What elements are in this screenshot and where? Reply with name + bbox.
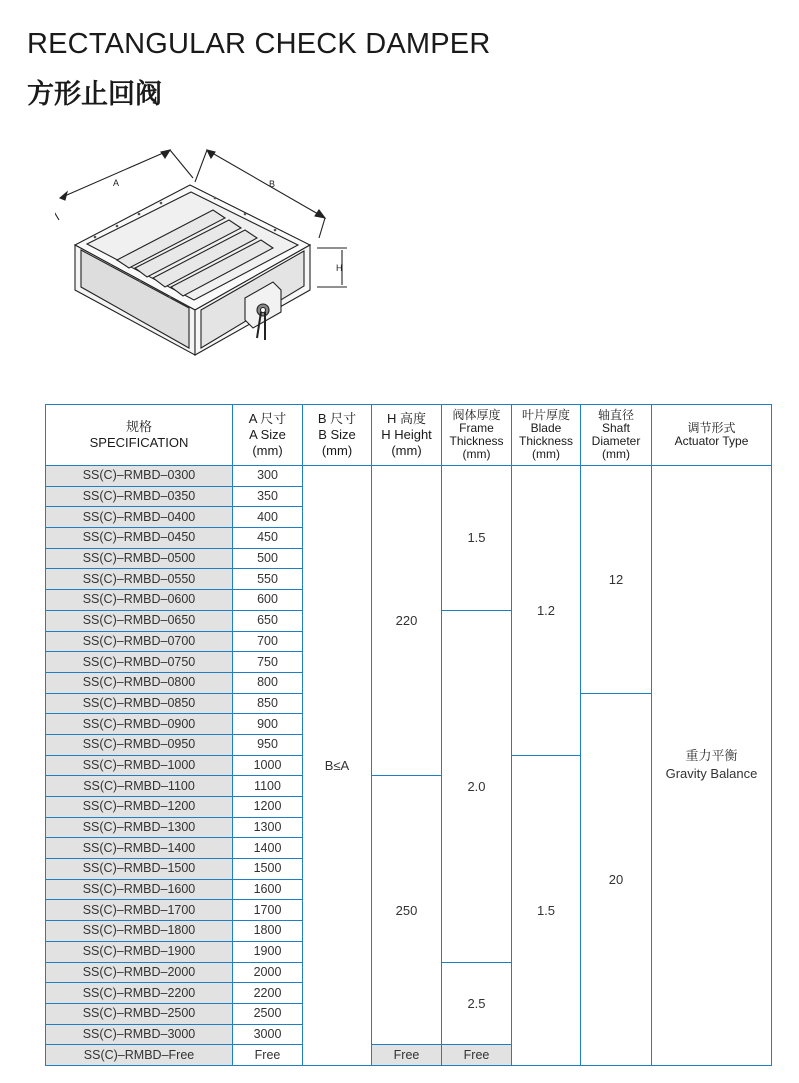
header-blade-cn: 叶片厚度 [521,408,570,422]
header-blade-en1: Blade [530,421,562,435]
spec-cell: SS(C)–RMBD–0400 [46,507,233,528]
header-h-height [372,405,442,466]
spec-cell: SS(C)–RMBD–2500 [46,1003,233,1024]
spec-cell: SS(C)–RMBD–1100 [46,776,233,797]
shaft-diameter-12: 12 [581,466,652,694]
header-b-size [303,405,372,466]
header-spec-cn: 规格 [125,419,152,434]
a-size-cell: 650 [233,610,303,631]
b-size-merged: B≤A [303,466,372,1066]
frame-thickness-1-5: 1.5 [442,466,512,611]
spec-cell: SS(C)–RMBD–1300 [46,817,233,838]
spec-cell: SS(C)–RMBD–0350 [46,486,233,507]
a-size-cell: 1800 [233,921,303,942]
header-b-en: B Size [318,427,356,442]
a-size-cell: 350 [233,486,303,507]
shaft-diameter-20: 20 [581,693,652,1065]
a-size-cell: 1700 [233,900,303,921]
header-blade-unit: (mm) [532,447,560,461]
header-shaft-unit: (mm) [602,447,630,461]
header-b-cn: B 尺寸 [317,411,357,426]
spec-cell: SS(C)–RMBD–3000 [46,1024,233,1045]
header-actuator-en: Actuator Type [674,434,749,448]
a-size-cell: 300 [233,466,303,487]
spec-cell: SS(C)–RMBD–1200 [46,797,233,818]
a-size-cell: Free [233,1045,303,1066]
spec-cell: SS(C)–RMBD–1400 [46,838,233,859]
a-size-cell: 1200 [233,797,303,818]
frame-thickness-2-0: 2.0 [442,610,512,962]
frame-thickness-free: Free [442,1045,512,1066]
spec-cell: SS(C)–RMBD–0750 [46,652,233,673]
header-actuator-type [652,405,772,466]
spec-cell: SS(C)–RMBD–Free [46,1045,233,1066]
h-height-220: 220 [372,466,442,776]
header-frame-thickness [442,405,512,466]
header-frame-unit: (mm) [462,447,491,461]
header-frame-en2: Thickness [449,434,504,448]
spec-cell: SS(C)–RMBD–0950 [46,734,233,755]
spec-cell: SS(C)–RMBD–0900 [46,714,233,735]
title-chinese: 方形止回阀 [27,79,162,110]
a-size-cell: 2500 [233,1003,303,1024]
a-size-cell: 400 [233,507,303,528]
actuator-en: Gravity Balance [665,766,758,782]
a-size-cell: 1000 [233,755,303,776]
spec-cell: SS(C)–RMBD–0700 [46,631,233,652]
table-row [46,466,772,487]
header-blade-en2: Thickness [518,434,574,448]
a-size-cell: 1600 [233,879,303,900]
blade-thickness-1-5: 1.5 [512,755,581,1065]
a-size-cell: 3000 [233,1024,303,1045]
dimension-a-label: A [113,178,120,188]
a-size-cell: 950 [233,734,303,755]
spec-cell: SS(C)–RMBD–0800 [46,672,233,693]
spec-cell: SS(C)–RMBD–2200 [46,983,233,1004]
title-english: RECTANGULAR CHECK DAMPER [27,28,491,60]
header-shaft-cn: 轴直径 [597,408,634,422]
a-size-cell: 2000 [233,962,303,983]
a-size-cell: 1900 [233,941,303,962]
a-size-cell: 500 [233,548,303,569]
header-a-size [233,405,303,466]
a-size-cell: 450 [233,528,303,549]
header-frame-en1: Frame [459,421,494,435]
a-size-cell: 2200 [233,983,303,1004]
spec-cell: SS(C)–RMBD–0850 [46,693,233,714]
a-size-cell: 1100 [233,776,303,797]
spec-cell: SS(C)–RMBD–1600 [46,879,233,900]
a-size-cell: 1400 [233,838,303,859]
dimension-h-label: H [336,263,343,273]
header-b-unit: (mm) [321,443,353,458]
dimension-b-label: B [269,179,276,189]
spec-cell: SS(C)–RMBD–0650 [46,610,233,631]
spec-cell: SS(C)–RMBD–0500 [46,548,233,569]
spec-cell: SS(C)–RMBD–1700 [46,900,233,921]
a-size-cell: 700 [233,631,303,652]
actuator-cn: 重力平衡 [685,748,738,764]
header-actuator-cn: 调节形式 [687,421,736,435]
damper-diagram [55,140,355,365]
spec-cell: SS(C)–RMBD–0450 [46,528,233,549]
spec-cell: SS(C)–RMBD–0300 [46,466,233,487]
a-size-cell: 900 [233,714,303,735]
h-height-free: Free [372,1045,442,1066]
header-h-en: H Height [381,427,432,442]
header-frame-cn: 阀体厚度 [452,408,501,422]
a-size-cell: 600 [233,590,303,611]
frame-thickness-2-5: 2.5 [442,962,512,1045]
header-h-unit: (mm) [391,443,422,458]
a-size-cell: 800 [233,672,303,693]
header-h-cn: H 高度 [386,411,426,426]
header-shaft-en2: Diameter [591,434,641,448]
specification-table [45,404,772,1066]
header-row [46,405,772,466]
header-spec-en: SPECIFICATION [89,435,189,450]
a-size-cell: 850 [233,693,303,714]
header-shaft-diameter [581,405,652,466]
header-a-en: A Size [249,427,286,442]
spec-cell: SS(C)–RMBD–1800 [46,921,233,942]
a-size-cell: 1300 [233,817,303,838]
header-spec [46,405,233,466]
header-a-cn: A 尺寸 [248,411,287,426]
header-blade-thickness [512,405,581,466]
blade-thickness-1-2: 1.2 [512,466,581,756]
header-shaft-en1: Shaft [601,421,631,435]
spec-cell: SS(C)–RMBD–0550 [46,569,233,590]
actuator-type-merged [652,466,772,1066]
h-height-250: 250 [372,776,442,1045]
a-size-cell: 550 [233,569,303,590]
spec-cell: SS(C)–RMBD–1900 [46,941,233,962]
a-size-cell: 750 [233,652,303,673]
a-size-cell: 1500 [233,859,303,880]
header-a-unit: (mm) [252,443,283,458]
spec-cell: SS(C)–RMBD–1000 [46,755,233,776]
spec-cell: SS(C)–RMBD–1500 [46,859,233,880]
spec-cell: SS(C)–RMBD–0600 [46,590,233,611]
spec-cell: SS(C)–RMBD–2000 [46,962,233,983]
